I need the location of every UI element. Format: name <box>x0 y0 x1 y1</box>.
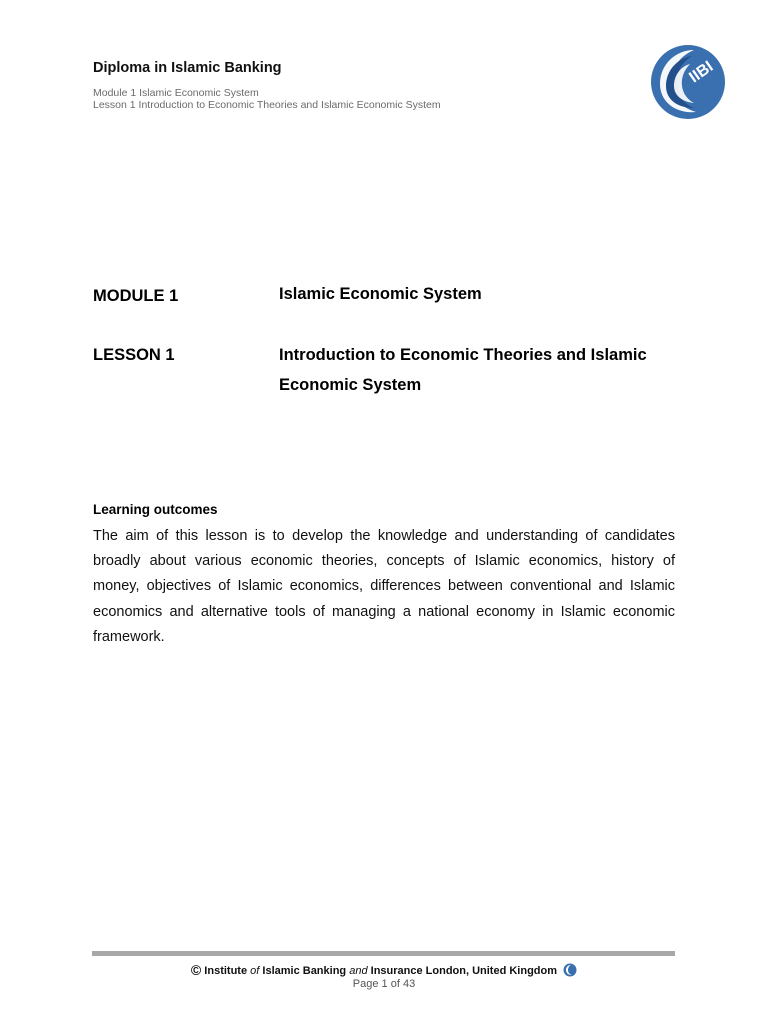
footer-and: and <box>349 965 368 977</box>
footer-divider <box>92 951 675 956</box>
footer-copyright <box>0 962 768 978</box>
mini-logo-icon <box>563 963 577 977</box>
lesson-label: LESSON 1 <box>93 346 175 364</box>
footer-insurance-london: Insurance London, United Kingdom <box>370 965 558 977</box>
footer-of: of <box>250 965 260 977</box>
logo-text: IIBI <box>686 58 717 87</box>
document-title: Diploma in Islamic Banking <box>93 60 282 76</box>
module-label: MODULE 1 <box>93 287 179 305</box>
footer-institute: Institute <box>204 965 248 977</box>
header-lesson-line: Lesson 1 Introduction to Economic Theories and Islamic Economic System <box>93 99 441 111</box>
learning-outcomes-heading: Learning outcomes <box>93 502 218 517</box>
header-module-line: Module 1 Islamic Economic System <box>93 87 259 99</box>
learning-outcomes-body: The aim of this lesson is to develop the knowledge and understanding of candidates broadly about various economic theories, concepts of Islamic economics, history of money, objectives of Islamic economics, differences between conventional and Islamic economics and alternative tools of managing a national economy in Islamic economic framework. <box>93 528 675 645</box>
lesson-title: Introduction to Economic Theories and Islamic Economic System <box>279 346 647 394</box>
page-number: Page 1 of 43 <box>352 978 416 990</box>
iibi-logo <box>646 40 730 120</box>
copyright-symbol: © <box>190 962 202 978</box>
footer-islamic-banking: Islamic Banking <box>262 965 347 977</box>
module-title: Islamic Economic System <box>279 285 482 303</box>
